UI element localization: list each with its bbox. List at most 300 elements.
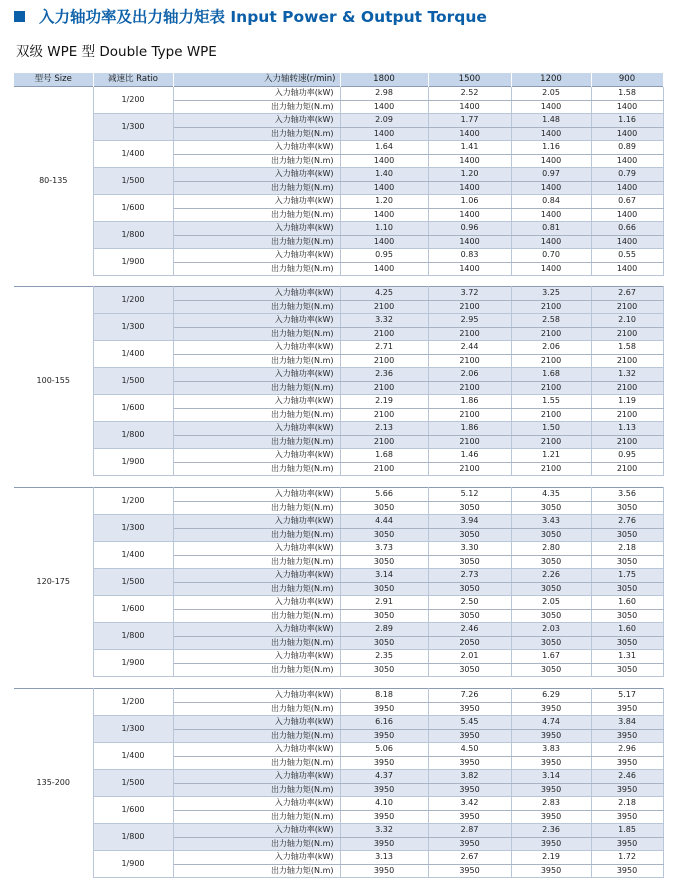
- power-value: 5.06: [340, 743, 428, 757]
- title-bullet-icon: [14, 11, 25, 22]
- torque-value: 2100: [591, 408, 663, 422]
- torque-value: 1400: [511, 235, 591, 249]
- power-value: 2.03: [511, 623, 591, 637]
- torque-value: 3050: [591, 582, 663, 596]
- power-value: 0.66: [591, 222, 663, 236]
- torque-value: 3050: [428, 609, 511, 623]
- power-value: 4.37: [340, 770, 428, 784]
- power-value: 1.68: [340, 449, 428, 463]
- spec-table-120-175: [14, 487, 664, 677]
- table-row: [14, 168, 663, 182]
- torque-value: 3050: [340, 609, 428, 623]
- power-label: 入力轴功率(kW): [173, 368, 340, 382]
- ratio-cell: 1/300: [93, 314, 173, 341]
- torque-value: 2100: [340, 408, 428, 422]
- power-value: 1.86: [428, 395, 511, 409]
- torque-value: 1400: [591, 235, 663, 249]
- table-row: [14, 141, 663, 155]
- torque-value: 3050: [428, 501, 511, 515]
- power-value: 0.84: [511, 195, 591, 209]
- torque-value: 3950: [428, 837, 511, 851]
- table-row: [14, 542, 663, 556]
- torque-value: 2100: [511, 327, 591, 341]
- torque-value: 2100: [591, 381, 663, 395]
- ratio-cell: 1/900: [93, 449, 173, 476]
- torque-value: 3050: [428, 663, 511, 677]
- ratio-cell: 1/600: [93, 596, 173, 623]
- power-label: 入力轴功率(kW): [173, 449, 340, 463]
- power-value: 1.31: [591, 650, 663, 664]
- torque-value: 3050: [340, 501, 428, 515]
- power-value: 1.86: [428, 422, 511, 436]
- torque-label: 出力轴力矩(N.m): [173, 609, 340, 623]
- power-value: 1.06: [428, 195, 511, 209]
- torque-value: 3950: [591, 864, 663, 878]
- power-value: 0.83: [428, 249, 511, 263]
- power-value: 0.67: [591, 195, 663, 209]
- ratio-cell: 1/900: [93, 851, 173, 878]
- power-value: 2.58: [511, 314, 591, 328]
- torque-value: 2100: [428, 327, 511, 341]
- power-value: 0.81: [511, 222, 591, 236]
- torque-value: 2100: [591, 354, 663, 368]
- table-row: [14, 824, 663, 838]
- power-value: 2.91: [340, 596, 428, 610]
- power-value: 2.26: [511, 569, 591, 583]
- torque-value: 2100: [428, 354, 511, 368]
- power-value: 2.80: [511, 542, 591, 556]
- power-value: 2.76: [591, 515, 663, 529]
- torque-value: 3950: [511, 810, 591, 824]
- torque-value: 3950: [340, 756, 428, 770]
- power-value: 1.58: [591, 341, 663, 355]
- power-label: 入力轴功率(kW): [173, 141, 340, 155]
- header-size: 型号 Size: [14, 73, 93, 87]
- torque-value: 2050: [428, 636, 511, 650]
- power-value: 6.29: [511, 689, 591, 703]
- power-value: 3.73: [340, 542, 428, 556]
- torque-value: 3950: [591, 810, 663, 824]
- torque-label: 出力轴力矩(N.m): [173, 262, 340, 276]
- torque-value: 3950: [591, 729, 663, 743]
- power-value: 4.74: [511, 716, 591, 730]
- torque-value: 2100: [511, 381, 591, 395]
- torque-value: 1400: [511, 154, 591, 168]
- ratio-cell: 1/900: [93, 650, 173, 677]
- torque-value: 2100: [511, 462, 591, 476]
- torque-value: 3950: [428, 810, 511, 824]
- torque-value: 2100: [428, 381, 511, 395]
- torque-value: 2100: [428, 300, 511, 314]
- torque-value: 2100: [340, 462, 428, 476]
- power-value: 2.09: [340, 114, 428, 128]
- table-row: [14, 689, 663, 703]
- power-value: 3.42: [428, 797, 511, 811]
- ratio-cell: 1/800: [93, 222, 173, 249]
- torque-value: 3950: [591, 783, 663, 797]
- torque-label: 出力轴力矩(N.m): [173, 300, 340, 314]
- power-value: 0.97: [511, 168, 591, 182]
- torque-value: 3950: [591, 702, 663, 716]
- header-ratio: 减速比 Ratio: [93, 73, 173, 87]
- header-speed-value: 1200: [511, 73, 591, 87]
- torque-label: 出力轴力矩(N.m): [173, 783, 340, 797]
- torque-label: 出力轴力矩(N.m): [173, 528, 340, 542]
- torque-value: 3950: [340, 702, 428, 716]
- power-value: 2.46: [428, 623, 511, 637]
- power-value: 4.10: [340, 797, 428, 811]
- torque-value: 3950: [591, 837, 663, 851]
- power-value: 2.44: [428, 341, 511, 355]
- ratio-cell: 1/300: [93, 716, 173, 743]
- power-value: 2.36: [511, 824, 591, 838]
- spec-table-100-155: [14, 286, 664, 476]
- ratio-cell: 1/600: [93, 195, 173, 222]
- power-label: 入力轴功率(kW): [173, 515, 340, 529]
- power-value: 2.50: [428, 596, 511, 610]
- power-value: 1.58: [591, 87, 663, 101]
- table-row: [14, 797, 663, 811]
- power-value: 1.50: [511, 422, 591, 436]
- power-label: 入力轴功率(kW): [173, 542, 340, 556]
- power-value: 3.94: [428, 515, 511, 529]
- torque-value: 1400: [340, 154, 428, 168]
- power-value: 5.66: [340, 488, 428, 502]
- torque-value: 3050: [428, 528, 511, 542]
- power-value: 1.10: [340, 222, 428, 236]
- power-value: 2.18: [591, 542, 663, 556]
- power-value: 1.40: [340, 168, 428, 182]
- power-label: 入力轴功率(kW): [173, 743, 340, 757]
- ratio-cell: 1/500: [93, 368, 173, 395]
- torque-label: 出力轴力矩(N.m): [173, 663, 340, 677]
- power-value: 3.32: [340, 824, 428, 838]
- ratio-cell: 1/200: [93, 287, 173, 314]
- power-label: 入力轴功率(kW): [173, 195, 340, 209]
- torque-value: 1400: [340, 262, 428, 276]
- torque-value: 2100: [428, 462, 511, 476]
- torque-value: 1400: [428, 208, 511, 222]
- torque-value: 1400: [591, 208, 663, 222]
- power-label: 入力轴功率(kW): [173, 395, 340, 409]
- power-label: 入力轴功率(kW): [173, 314, 340, 328]
- power-value: 2.19: [511, 851, 591, 865]
- power-value: 3.25: [511, 287, 591, 301]
- torque-label: 出力轴力矩(N.m): [173, 810, 340, 824]
- power-value: 5.12: [428, 488, 511, 502]
- torque-value: 1400: [511, 181, 591, 195]
- power-value: 2.83: [511, 797, 591, 811]
- power-value: 3.83: [511, 743, 591, 757]
- torque-label: 出力轴力矩(N.m): [173, 100, 340, 114]
- ratio-cell: 1/200: [93, 689, 173, 716]
- ratio-cell: 1/500: [93, 770, 173, 797]
- power-value: 2.13: [340, 422, 428, 436]
- torque-value: 3050: [428, 555, 511, 569]
- ratio-cell: 1/200: [93, 87, 173, 114]
- torque-value: 3050: [511, 555, 591, 569]
- power-value: 6.16: [340, 716, 428, 730]
- torque-value: 1400: [511, 208, 591, 222]
- table-row: [14, 623, 663, 637]
- torque-label: 出力轴力矩(N.m): [173, 582, 340, 596]
- power-value: 3.43: [511, 515, 591, 529]
- torque-value: 1400: [511, 100, 591, 114]
- torque-label: 出力轴力矩(N.m): [173, 381, 340, 395]
- power-value: 4.44: [340, 515, 428, 529]
- torque-value: 2100: [340, 381, 428, 395]
- torque-value: 1400: [428, 154, 511, 168]
- power-value: 2.98: [340, 87, 428, 101]
- torque-value: 3050: [511, 636, 591, 650]
- page-subtitle: 双级 WPE 型 Double Type WPE: [16, 44, 217, 60]
- power-value: 3.82: [428, 770, 511, 784]
- torque-label: 出力轴力矩(N.m): [173, 501, 340, 515]
- torque-value: 1400: [591, 100, 663, 114]
- torque-label: 出力轴力矩(N.m): [173, 702, 340, 716]
- power-value: 2.06: [511, 341, 591, 355]
- spec-table-80-135: [14, 73, 664, 276]
- table-row: [14, 222, 663, 236]
- torque-value: 3050: [511, 663, 591, 677]
- power-value: 2.71: [340, 341, 428, 355]
- power-value: 2.01: [428, 650, 511, 664]
- torque-value: 2100: [591, 435, 663, 449]
- power-value: 1.48: [511, 114, 591, 128]
- ratio-cell: 1/500: [93, 569, 173, 596]
- torque-value: 2100: [340, 327, 428, 341]
- table-row: [14, 195, 663, 209]
- size-cell: 120-175: [14, 488, 93, 677]
- torque-value: 3050: [511, 582, 591, 596]
- torque-value: 2100: [511, 435, 591, 449]
- power-label: 入力轴功率(kW): [173, 770, 340, 784]
- ratio-cell: 1/300: [93, 114, 173, 141]
- size-cell: 135-200: [14, 689, 93, 878]
- torque-value: 1400: [340, 235, 428, 249]
- power-label: 入力轴功率(kW): [173, 824, 340, 838]
- power-value: 1.46: [428, 449, 511, 463]
- power-value: 2.46: [591, 770, 663, 784]
- power-value: 5.17: [591, 689, 663, 703]
- torque-value: 1400: [591, 127, 663, 141]
- power-label: 入力轴功率(kW): [173, 851, 340, 865]
- torque-label: 出力轴力矩(N.m): [173, 208, 340, 222]
- table-row: [14, 569, 663, 583]
- torque-value: 3050: [340, 636, 428, 650]
- ratio-cell: 1/400: [93, 743, 173, 770]
- table-row: [14, 449, 663, 463]
- power-value: 2.73: [428, 569, 511, 583]
- torque-value: 3950: [428, 729, 511, 743]
- torque-value: 3050: [340, 663, 428, 677]
- power-value: 1.20: [340, 195, 428, 209]
- torque-label: 出力轴力矩(N.m): [173, 837, 340, 851]
- table-row: [14, 368, 663, 382]
- power-label: 入力轴功率(kW): [173, 716, 340, 730]
- power-label: 入力轴功率(kW): [173, 650, 340, 664]
- torque-value: 2100: [428, 408, 511, 422]
- ratio-cell: 1/400: [93, 141, 173, 168]
- torque-value: 3950: [340, 810, 428, 824]
- torque-value: 3950: [511, 864, 591, 878]
- power-value: 0.96: [428, 222, 511, 236]
- torque-label: 出力轴力矩(N.m): [173, 181, 340, 195]
- torque-label: 出力轴力矩(N.m): [173, 636, 340, 650]
- torque-value: 3050: [591, 555, 663, 569]
- power-value: 0.95: [591, 449, 663, 463]
- torque-value: 1400: [428, 235, 511, 249]
- power-value: 2.06: [428, 368, 511, 382]
- table-row: [14, 716, 663, 730]
- torque-value: 3950: [428, 783, 511, 797]
- torque-value: 1400: [428, 100, 511, 114]
- power-label: 入力轴功率(kW): [173, 87, 340, 101]
- header-speed: 入力轴转速(r/min): [173, 73, 340, 87]
- table-header-row: [14, 73, 663, 87]
- header-speed-value: 1500: [428, 73, 511, 87]
- power-value: 2.96: [591, 743, 663, 757]
- torque-value: 3950: [340, 729, 428, 743]
- ratio-cell: 1/500: [93, 168, 173, 195]
- power-value: 3.14: [511, 770, 591, 784]
- power-label: 入力轴功率(kW): [173, 168, 340, 182]
- table-row: [14, 87, 663, 101]
- power-value: 0.95: [340, 249, 428, 263]
- power-value: 8.18: [340, 689, 428, 703]
- power-value: 3.84: [591, 716, 663, 730]
- table-row: [14, 114, 663, 128]
- ratio-cell: 1/400: [93, 341, 173, 368]
- torque-value: 2100: [591, 300, 663, 314]
- header-speed-value: 900: [591, 73, 663, 87]
- power-value: 2.36: [340, 368, 428, 382]
- power-label: 入力轴功率(kW): [173, 569, 340, 583]
- torque-value: 3950: [428, 864, 511, 878]
- power-value: 1.16: [591, 114, 663, 128]
- torque-label: 出力轴力矩(N.m): [173, 729, 340, 743]
- ratio-cell: 1/800: [93, 422, 173, 449]
- torque-label: 出力轴力矩(N.m): [173, 408, 340, 422]
- power-value: 2.95: [428, 314, 511, 328]
- torque-value: 2100: [511, 300, 591, 314]
- power-value: 2.35: [340, 650, 428, 664]
- torque-value: 3050: [511, 609, 591, 623]
- torque-label: 出力轴力矩(N.m): [173, 327, 340, 341]
- table-row: [14, 395, 663, 409]
- torque-value: 1400: [340, 181, 428, 195]
- torque-value: 2100: [340, 435, 428, 449]
- power-label: 入力轴功率(kW): [173, 249, 340, 263]
- power-label: 入力轴功率(kW): [173, 488, 340, 502]
- power-value: 1.21: [511, 449, 591, 463]
- power-value: 0.70: [511, 249, 591, 263]
- table-row: [14, 515, 663, 529]
- power-value: 4.50: [428, 743, 511, 757]
- torque-value: 3950: [511, 756, 591, 770]
- torque-value: 3950: [591, 756, 663, 770]
- power-value: 1.64: [340, 141, 428, 155]
- power-value: 1.20: [428, 168, 511, 182]
- torque-label: 出力轴力矩(N.m): [173, 756, 340, 770]
- table-row: [14, 249, 663, 263]
- power-value: 0.89: [591, 141, 663, 155]
- torque-value: 3050: [340, 555, 428, 569]
- torque-value: 3050: [591, 609, 663, 623]
- torque-value: 1400: [428, 127, 511, 141]
- torque-value: 2100: [340, 354, 428, 368]
- power-label: 入力轴功率(kW): [173, 422, 340, 436]
- torque-value: 3950: [340, 783, 428, 797]
- table-row: [14, 743, 663, 757]
- power-value: 2.05: [511, 596, 591, 610]
- power-value: 2.89: [340, 623, 428, 637]
- power-label: 入力轴功率(kW): [173, 114, 340, 128]
- torque-label: 出力轴力矩(N.m): [173, 462, 340, 476]
- torque-label: 出力轴力矩(N.m): [173, 435, 340, 449]
- table-row: [14, 341, 663, 355]
- torque-value: 3050: [591, 636, 663, 650]
- torque-value: 3950: [428, 702, 511, 716]
- torque-value: 3950: [511, 729, 591, 743]
- page-title: 入力轴功率及出力轴力矩表 Input Power & Output Torque: [39, 8, 487, 26]
- torque-value: 3050: [591, 663, 663, 677]
- power-value: 3.56: [591, 488, 663, 502]
- power-value: 1.55: [511, 395, 591, 409]
- torque-value: 3050: [428, 582, 511, 596]
- torque-value: 2100: [591, 462, 663, 476]
- page-title-row: [14, 5, 487, 27]
- power-label: 入力轴功率(kW): [173, 341, 340, 355]
- header-speed-value: 1800: [340, 73, 428, 87]
- power-value: 2.05: [511, 87, 591, 101]
- power-value: 4.35: [511, 488, 591, 502]
- torque-value: 1400: [340, 127, 428, 141]
- power-value: 7.26: [428, 689, 511, 703]
- power-value: 1.68: [511, 368, 591, 382]
- size-cell: 80-135: [14, 87, 93, 276]
- power-value: 1.13: [591, 422, 663, 436]
- torque-label: 出力轴力矩(N.m): [173, 235, 340, 249]
- table-row: [14, 770, 663, 784]
- power-value: 1.41: [428, 141, 511, 155]
- power-value: 2.10: [591, 314, 663, 328]
- power-value: 1.32: [591, 368, 663, 382]
- torque-value: 1400: [428, 181, 511, 195]
- torque-value: 1400: [511, 127, 591, 141]
- torque-value: 3050: [591, 501, 663, 515]
- torque-value: 2100: [511, 354, 591, 368]
- power-value: 3.32: [340, 314, 428, 328]
- torque-value: 2100: [511, 408, 591, 422]
- power-label: 入力轴功率(kW): [173, 222, 340, 236]
- power-label: 入力轴功率(kW): [173, 623, 340, 637]
- torque-value: 3950: [428, 756, 511, 770]
- table-row: [14, 422, 663, 436]
- ratio-cell: 1/600: [93, 395, 173, 422]
- power-value: 1.60: [591, 596, 663, 610]
- size-cell: 100-155: [14, 287, 93, 476]
- ratio-cell: 1/800: [93, 623, 173, 650]
- torque-label: 出力轴力矩(N.m): [173, 354, 340, 368]
- torque-value: 1400: [591, 181, 663, 195]
- table-row: [14, 596, 663, 610]
- table-row: [14, 287, 663, 301]
- power-value: 2.52: [428, 87, 511, 101]
- power-value: 2.87: [428, 824, 511, 838]
- power-value: 1.16: [511, 141, 591, 155]
- torque-value: 1400: [591, 262, 663, 276]
